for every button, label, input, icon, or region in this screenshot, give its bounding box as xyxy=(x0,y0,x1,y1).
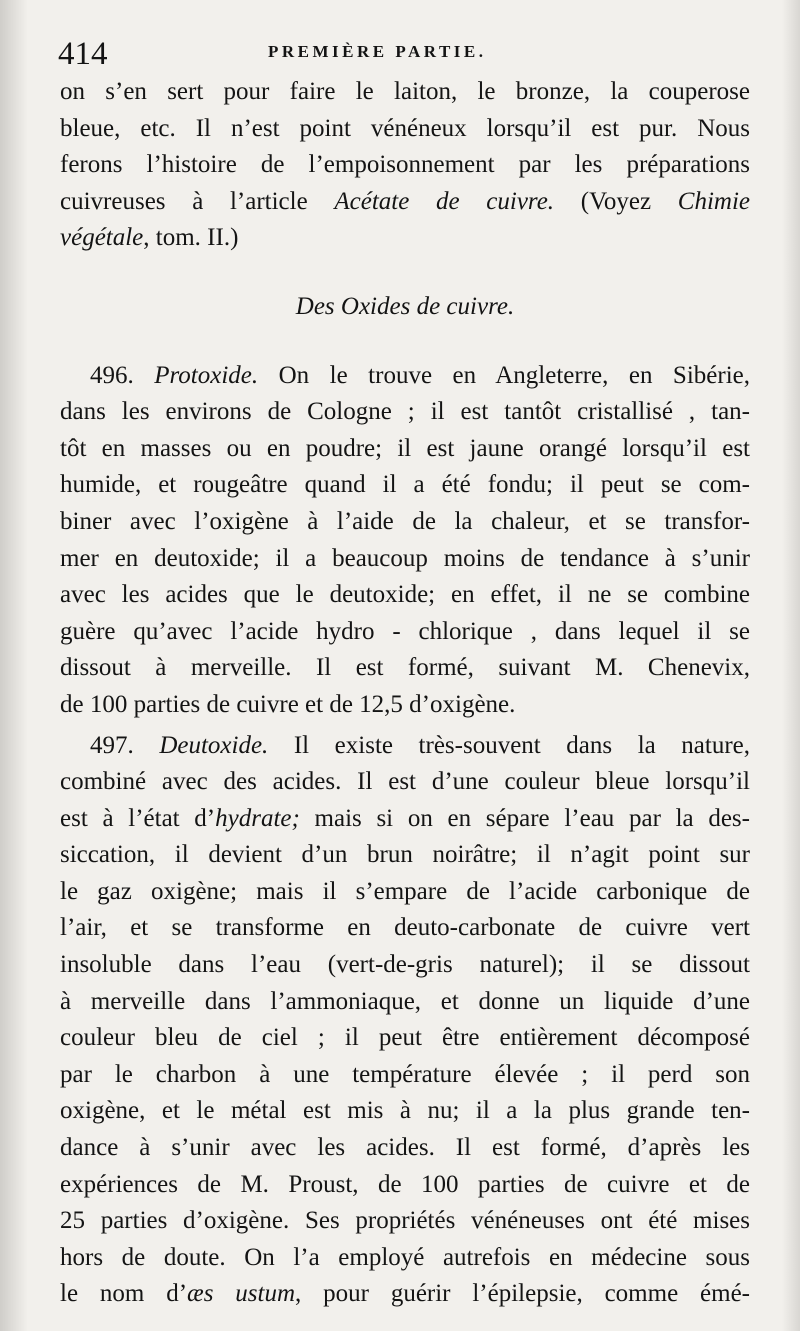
paragraph-term: Protoxide. xyxy=(154,361,259,389)
text-run: le nom d’ xyxy=(60,1280,188,1308)
text-line: insoluble dans l’eau (vert-de-gris naturel); il se dissout xyxy=(60,951,750,979)
text-line: couleur bleu de ciel ; il peut être entièrement décomposé xyxy=(60,1024,750,1052)
text-line: le gaz oxigène; mais il s’empare de l’acide carbonique de xyxy=(60,877,750,905)
italic-reference: Chimie xyxy=(677,187,750,215)
text-run: (Voyez xyxy=(554,187,678,215)
text-line: de 100 parties de cuivre et de 12,5 d’oxigène. xyxy=(60,690,516,718)
italic-reference: végétale xyxy=(60,224,144,252)
text-line: tôt en masses ou en poudre; il est jaune orangé lorsqu’il est xyxy=(60,434,750,462)
text-line: humide, et rougeâtre quand il a été fondu; il peut se com- xyxy=(60,471,750,499)
text-line: combiné avec des acides. Il est d’une couleur bleue lorsqu’il xyxy=(60,768,750,796)
text-line: biner avec l’oxigène à l’aide de la chaleur, et se transfor- xyxy=(60,507,750,535)
text-line: oxigène, et le métal est mis à nu; il a la plus grande ten- xyxy=(60,1097,750,1125)
text-line: 25 parties d’oxigène. Ses propriétés vénéneuses ont été mises xyxy=(60,1207,750,1235)
text-line: avec les acides que le deutoxide; en effet, il ne se combine xyxy=(60,581,750,609)
italic-term: æs ustum xyxy=(187,1280,296,1308)
text-line: on s’en sert pour faire le laiton, le bronze, la couperose xyxy=(60,78,750,105)
text-line: siccation, il devient d’un brun noirâtre; il n’agit point sur xyxy=(60,841,750,869)
italic-reference: Acétate de cuivre. xyxy=(334,187,555,215)
text-line: hors de doute. On l’a employé autrefois en médecine sous xyxy=(60,1243,750,1271)
text-run: est à l’état d’ xyxy=(60,804,216,832)
text-line: dans les environs de Cologne ; il est tantôt cristallisé , tan- xyxy=(60,398,750,426)
body-text xyxy=(60,74,750,1313)
paragraph-number: 496. xyxy=(90,361,155,389)
text-line: par le charbon à une température élevée ; il perd son xyxy=(60,1060,750,1088)
text-line xyxy=(60,184,750,221)
text-run: cuivreuses à l’article xyxy=(60,187,335,215)
italic-term: hydrate; xyxy=(215,804,300,832)
paragraph-term: Deutoxide. xyxy=(159,731,269,759)
text-line: à merveille dans l’ammoniaque, et donne un liquide d’une xyxy=(60,987,750,1015)
text-line xyxy=(60,1276,750,1313)
text-line xyxy=(60,220,750,257)
text-line: guère qu’avec l’acide hydro - chlorique , dans lequel il se xyxy=(60,617,750,645)
page-number: 414 xyxy=(58,36,108,72)
text-line: l’air, et se transforme en deuto-carbonate de cuivre vert xyxy=(60,914,750,942)
text-run: On le trouve en Angleterre, en Sibérie, xyxy=(258,361,750,389)
text-run: mais si on en sépare l’eau par la des- xyxy=(299,804,750,832)
text-line: ferons l’histoire de l’empoisonnement par les préparations xyxy=(60,151,750,179)
section-heading-text: Des Oxides de cuivre. xyxy=(295,292,515,320)
paragraph-497-first-line xyxy=(60,728,750,765)
text-line: mer en deutoxide; il a beaucoup moins de tendance à s’unir xyxy=(60,544,750,572)
running-head: PREMIÈRE PARTIE. xyxy=(268,42,487,61)
text-run: Il existe très-souvent dans la nature, xyxy=(268,731,751,759)
text-line: dissout à merveille. Il est formé, suivant M. Chenevix, xyxy=(60,654,750,682)
text-line: bleue, etc. Il n’est point vénéneux lorsqu’il est pur. Nous xyxy=(60,114,750,142)
page-header xyxy=(58,34,748,74)
section-heading xyxy=(60,289,750,326)
paragraph-496-first-line xyxy=(60,358,750,395)
page-edge-shadow-left xyxy=(0,0,28,1331)
text-line: expériences de M. Proust, de 100 parties de cuivre et de xyxy=(60,1170,750,1198)
text-run: , pour guérir l’épilepsie, comme émé- xyxy=(295,1280,750,1308)
page-edge-shadow-right xyxy=(782,0,800,1331)
text-run: , tom. II.) xyxy=(143,224,239,252)
text-line xyxy=(60,801,750,838)
text-line: dance à s’unir avec les acides. Il est formé, d’après les xyxy=(60,1134,750,1162)
paragraph-number: 497. xyxy=(90,731,160,759)
